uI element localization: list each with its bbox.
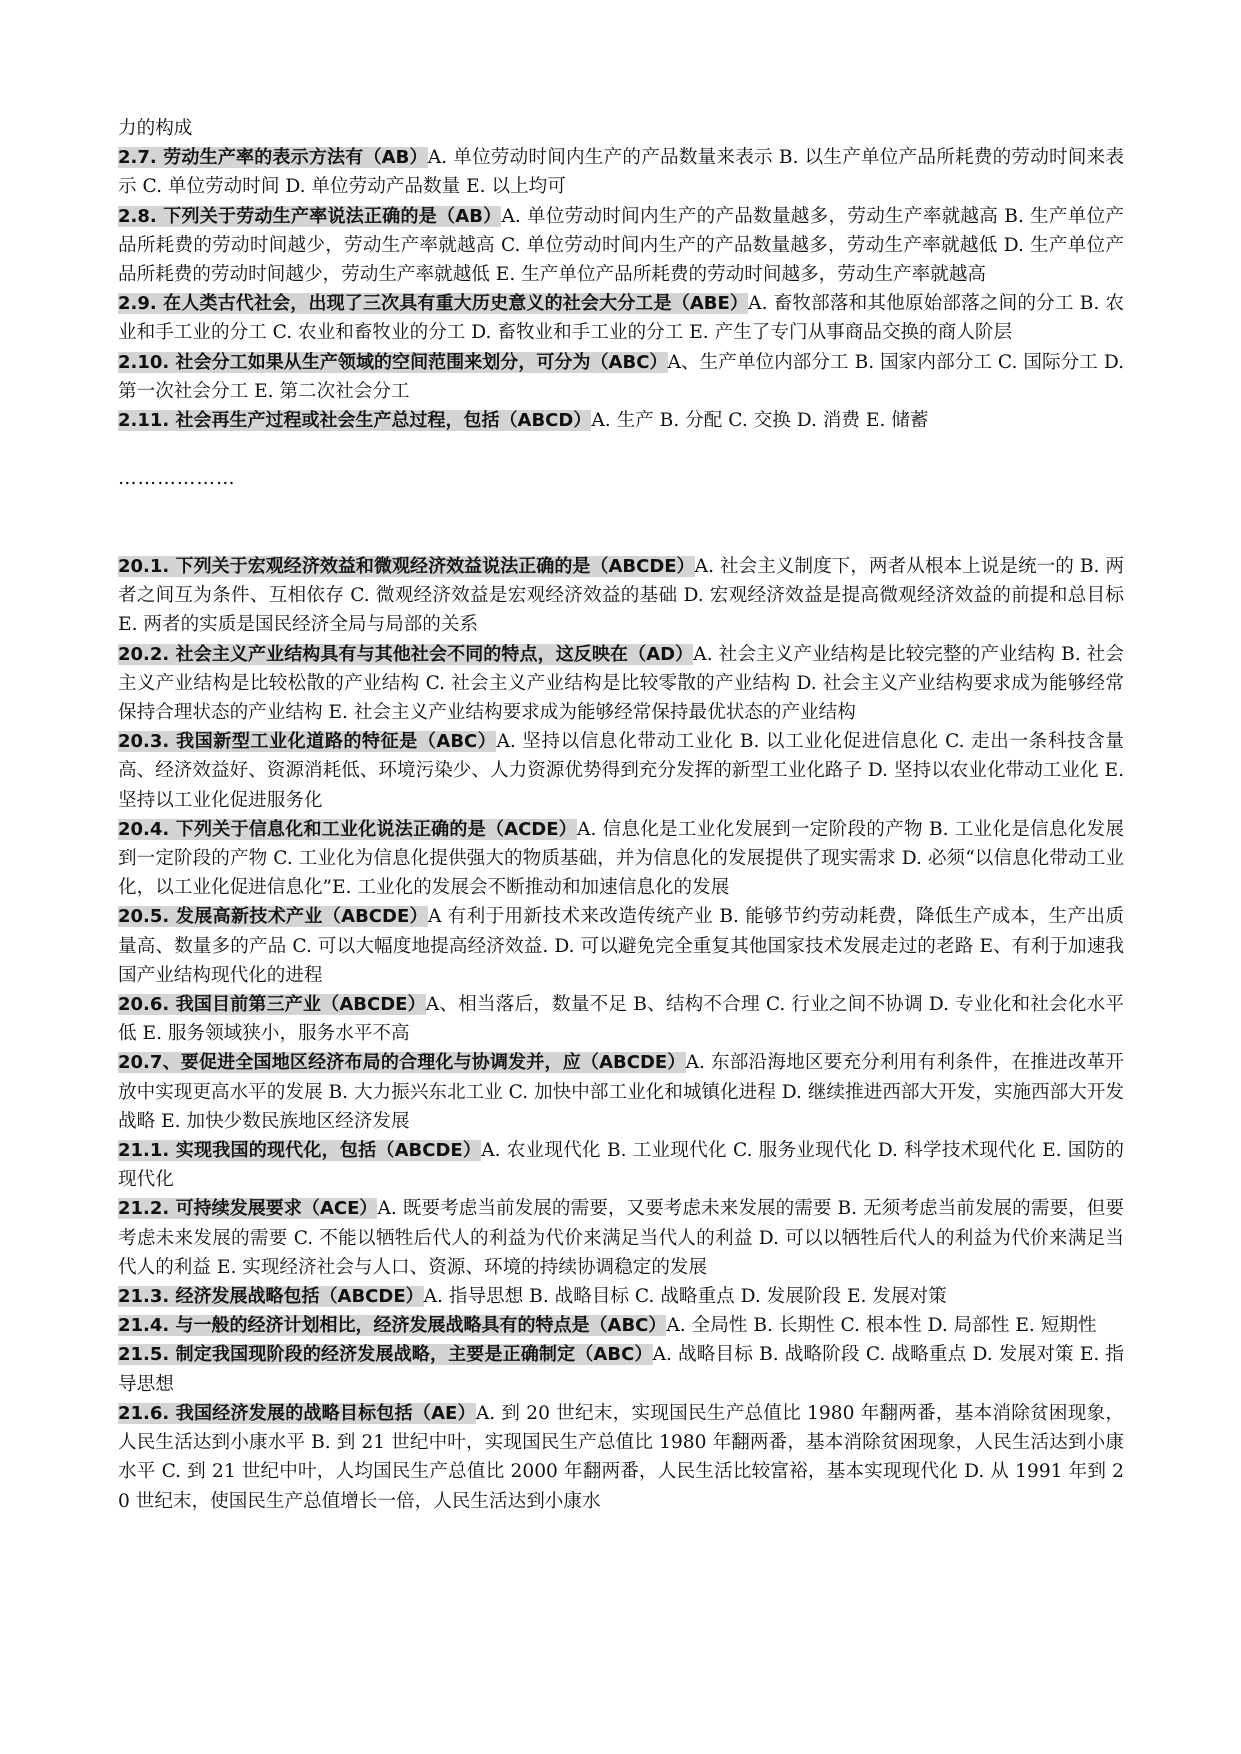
spacer	[118, 523, 1124, 552]
question-item	[118, 1194, 1124, 1282]
ellipsis-separator: ………………	[118, 468, 236, 490]
question-options: A. 单位劳动时间内生产的产品数量越多，劳动生产率就越高 B. 生产单位产品所耗费的劳动时间越少，劳动生产率就越高 C. 单位劳动时间内生产的产品数量越多，劳动生产率就越低 D. 生产单位产品所耗费的劳动时间越少，劳动生产率就越低 E. 生产单位产品所耗费的劳动时间越多，劳动生产率就越高	[118, 205, 1124, 286]
question-stem: 21.2. 可持续发展要求（ACE）	[118, 1198, 378, 1220]
question-options: A、生产单位内部分工 B. 国家内部分工 C. 国际分工 D. 第一次社会分工 E. 第二次社会分工	[118, 351, 1125, 402]
question-item	[118, 1399, 1124, 1516]
question-item	[118, 815, 1124, 903]
question-options: A. 信息化是工业化发展到一定阶段的产物 B. 工业化是信息化发展到一定阶段的产物 C. 工业化为信息化提供强大的物质基础，并为信息化的发展提供了现实需求 D. 必须“以信息化带动工业化，以工业化促进信息化”E. 工业化的发展会不断推动和加速信息化的发展	[118, 818, 1124, 899]
question-stem: 20.1. 下列关于宏观经济效益和微观经济效益说法正确的是（ABCDE）	[118, 556, 695, 577]
question-stem: 20.7、要促进全国地区经济布局的合理化与协调发并，应（ABCDE）	[118, 1052, 686, 1074]
question-item	[118, 202, 1124, 290]
question-options: A. 到 20 世纪末，实现国民生产总值比 1980 年翻两番，基本消除贫困现象，人民生活达到小康水平 B. 到 21 世纪中叶，实现国民生产总值比 1980 年翻两番，基本消除贫困现象，人民生活达到小康水平 C. 到 21 世纪中叶，人均国民生产总值比 2000 年翻两番，人民生活比较富裕，基本实现现代化 D. 从 1991 年到 20 世纪末，使国民生产总值增长一倍，人民生活达到小康水	[118, 1402, 1124, 1512]
question-stem: 21.1. 实现我国的现代化，包括（ABCDE）	[118, 1140, 482, 1162]
question-stem: 20.6. 我国目前第三产业（ABCDE）	[118, 994, 426, 1016]
top-fragment: 力的构成	[118, 118, 193, 139]
question-stem: 2.8. 下列关于劳动生产率说法正确的是（AB）	[118, 205, 502, 227]
question-block-b	[118, 552, 1124, 1516]
spacer	[118, 435, 1124, 464]
question-options: A、相当落后，数量不足 B、结构不合理 C. 行业之间不协调 D. 专业化和社会化水平低 E. 服务领域狭小，服务水平不高	[118, 994, 1124, 1045]
question-options: A. 全局性 B. 长期性 C. 根本性 D. 局部性 E. 短期性	[666, 1315, 1097, 1337]
question-options: A. 畜牧部落和其他原始部落之间的分工 B. 农业和手工业的分工 C. 农业和畜牧业的分工 D. 畜牧业和手工业的分工 E. 产生了专门从事商品交换的商人阶层	[118, 293, 1124, 344]
question-options: A. 战略目标 B. 战略阶段 C. 战略重点 D. 发展对策 E. 指导思想	[118, 1344, 1124, 1395]
question-item	[118, 902, 1124, 990]
question-stem: 21.4. 与一般的经济计划相比，经济发展战略具有的特点是（ABC）	[118, 1315, 667, 1337]
question-item	[118, 990, 1124, 1048]
question-item	[118, 1048, 1124, 1136]
question-options: A. 生产 B. 分配 C. 交换 D. 消费 E. 储蓄	[591, 410, 929, 432]
question-options: A. 社会主义产业结构是比较完整的产业结构 B. 社会主义产业结构是比较松散的产业结构 C. 社会主义产业结构是比较零散的产业结构 D. 社会主义产业结构要求成为能够经常保持合理状态的产业结构 E. 社会主义产业结构要求成为能够经常保持最优状态的产业结构	[118, 643, 1124, 724]
question-item	[118, 1282, 1124, 1311]
question-options: A. 单位劳动时间内生产的产品数量来表示 B. 以生产单位产品所耗费的劳动时间来表示 C. 单位劳动时间 D. 单位劳动产品数量 E. 以上均可	[118, 147, 1124, 198]
question-stem: 20.3. 我国新型工业化道路的特征是（ABC）	[118, 731, 497, 753]
question-block-a	[118, 143, 1124, 435]
question-item	[118, 727, 1124, 815]
question-options: A. 农业现代化 B. 工业现代化 C. 服务业现代化 D. 科学技术现代化 E. 国防的现代化	[118, 1140, 1124, 1191]
question-item	[118, 143, 1124, 201]
question-item	[118, 1311, 1124, 1340]
question-item	[118, 348, 1124, 406]
document-page	[118, 114, 1124, 1516]
spacer	[118, 494, 1124, 523]
question-stem: 21.5. 制定我国现阶段的经济发展战略，主要是正确制定（ABC）	[118, 1344, 653, 1366]
question-item	[118, 406, 1124, 435]
question-options: A. 既要考虑当前发展的需要，又要考虑未来发展的需要 B. 无须考虑当前发展的需要，但要考虑未来发展的需要 C. 不能以牺牲后代人的利益为代价来满足当代人的利益 D. 可以以牺牲后代人的利益为代价来满足当代人的利益 E. 实现经济社会与人口、资源、环境的持续协调稳定的发展	[118, 1198, 1124, 1278]
question-options: A. 坚持以信息化带动工业化 B. 以工业化促进信息化 C. 走出一条科技含量高、经济效益好、资源消耗低、环境污染少、人力资源优势得到充分发挥的新型工业化路子 D. 坚持以农业化带动工业化 E. 坚持以工业化促进服务化	[118, 731, 1124, 811]
question-stem: 20.5. 发展高新技术产业（ABCDE）	[118, 906, 428, 928]
question-stem: 20.4. 下列关于信息化和工业化说法正确的是（ACDE）	[118, 818, 578, 840]
question-options: A. 社会主义制度下，两者从根本上说是统一的 B. 两者之间互为条件、互相依存 C. 微观经济效益是宏观经济效益的基础 D. 宏观经济效益是提高微观经济效益的前提和总目标 E. 两者的实质是国民经济全局与局部的关系	[118, 556, 1124, 636]
question-stem: 2.9. 在人类古代社会，出现了三次具有重大历史意义的社会大分工是（ABE）	[118, 293, 749, 315]
question-options: A 有利于用新技术来改造传统产业 B. 能够节约劳动耗费，降低生产成本，生产出质量高、数量多的产品 C. 可以大幅度地提高经济效益. D. 可以避免完全重复其他国家技术发展走过的老路 E、有利于加速我国产业结构现代化的进程	[118, 906, 1124, 986]
question-stem: 2.11. 社会再生产过程或社会生产总过程，包括（ABCD）	[118, 410, 592, 432]
question-item	[118, 552, 1124, 640]
question-item	[118, 640, 1124, 728]
question-stem: 20.2. 社会主义产业结构具有与其他社会不同的特点，这反映在（AD）	[118, 643, 694, 665]
question-stem: 2.10. 社会分工如果从生产领域的空间范围来划分，可分为（ABC）	[118, 351, 668, 373]
question-stem: 2.7. 劳动生产率的表示方法有（AB）	[118, 147, 428, 169]
question-item	[118, 1136, 1124, 1194]
question-options: A. 东部沿海地区要充分利用有利条件，在推进改革开放中实现更高水平的发展 B. 大力振兴东北工业 C. 加快中部工业化和城镇化进程 D. 继续推进西部大开发，实施西部大开发战略 E. 加快少数民族地区经济发展	[118, 1052, 1124, 1132]
question-stem: 21.3. 经济发展战略包括（ABCDE）	[118, 1286, 424, 1308]
question-item	[118, 1340, 1124, 1398]
question-item	[118, 289, 1124, 347]
question-stem: 21.6. 我国经济发展的战略目标包括（AE）	[118, 1402, 476, 1424]
question-options: A. 指导思想 B. 战略目标 C. 战略重点 D. 发展阶段 E. 发展对策	[423, 1286, 947, 1308]
